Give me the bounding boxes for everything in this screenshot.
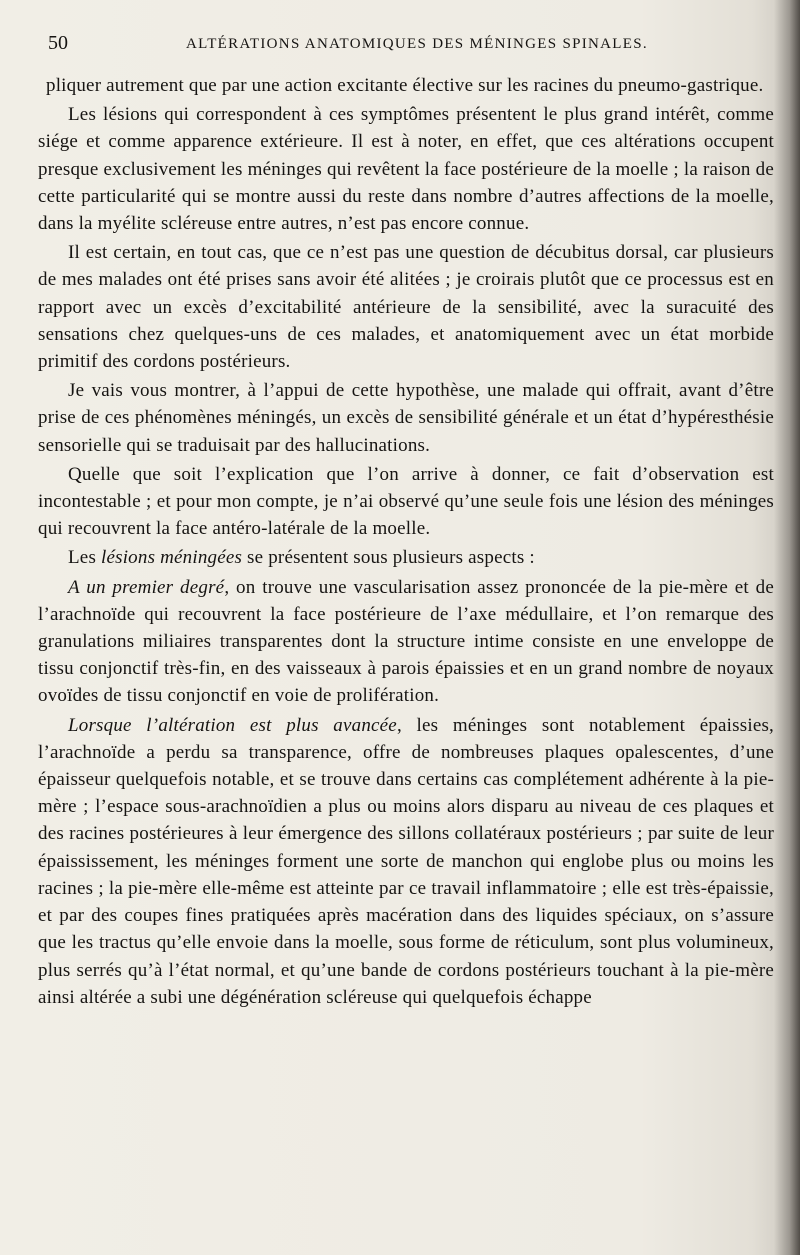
paragraph-text: Je vais vous montrer, à l’appui de cette hypothèse, une malade qui offrait, avant d’être prise de ces phénomènes méningés, un excès de sensibilité générale et un état d’hypéresthésie sensorielle qui se traduisait par des hallucinations. [38,380,774,456]
paragraph-alteration-avancee [38,712,774,1011]
paragraph-aspects [38,544,774,571]
paragraph-text: , on trouve une vascularisation assez prononcée de la pie-mère et de l’arachnoïde qui recouvrent la face postérieure de l’axe médullaire, et l’on remarque des granulations miliaires transparentes dont la structure intime consiste en une enveloppe de tissu conjonctif très-fin, en des vaisseaux à parois épaissies et en un grand nombre de noyaux ovoïdes de tissu conjonctif en voie de prolifération. [38,576,774,707]
paragraph-text: Il est certain, en tout cas, que ce n’est pas une question de décubitus dorsal, car plusieurs de mes malades ont été prises sans avoir été alitées ; je croirais plutôt que ce processus est en rapport avec un excès d’excitabilité antérieure de la sensibilité, avec la suracuité des sensations chez quelques-uns de ces malades, et anatomiquement avec un état morbide primitif des cordons postérieurs. [38,242,774,373]
body-text [38,72,774,1013]
paragraph-premier-degre [38,574,774,710]
paragraph-text: se présentent sous plusieurs aspects : [242,547,535,569]
running-title: ALTÉRATIONS ANATOMIQUES DES MÉNINGES SPINALES. [186,36,648,52]
book-spine-shadow [774,0,800,1255]
paragraph-continuation [38,72,774,99]
paragraph-text: Quelle que soit l’explication que l’on arrive à donner, ce fait d’observation est incontestable ; et pour mon compte, je n’ai observé qu’une seule fois une lésion des méninges qui recouvrent la face antéro-latérale de la moelle. [38,463,774,540]
paragraph-lesions-symptomes [38,101,774,237]
paragraph-decubitus [38,239,774,375]
paragraph-italic-lead: Lorsque l’altération est plus avancée [68,714,397,736]
paragraph-observation [38,461,774,543]
paragraph-hypothese [38,377,774,459]
paragraph-text: , les méninges sont notablement épaissies, l’arachnoïde a perdu sa transparence, offre de nombreuses plaques opalescentes, d’une épaisseur quelquefois notable, et se trouve dans certains cas complétement adhérente à la pie-mère ; l’espace sous-arachnoïdien a plus ou moins alors disparu au niveau de ces plaques et des racines postérieures à leur émergence des sillons collatéraux postérieurs ; par suite de leur épaississement, les méninges forment une sorte de manchon qui englobe plus ou moins les racines ; la pie-mère elle-même est atteinte par ce travail inflammatoire ; elle est très-épaissie, et par des coupes fines pratiquées après macération dans des liquides spéciaux, on s’assure que les tractus qu’elle envoie dans la moelle, sous forme de réticulum, sont plus volumineux, plus serrés qu’à l’état normal, et qu’une bande de cordons postérieurs touchant à la pie-mère ainsi altérée a subi une dégénération scléreuse qui quelquefois échappe [38,714,774,1008]
paragraph-italic-lead: A un premier degré [68,576,225,598]
paragraph-italic-lead: lésions méningées [100,547,243,569]
paragraph-lead: Les [68,547,101,569]
paragraph-text: Les lésions qui correspondent à ces symptômes présentent le plus grand intérêt, comme siége et comme apparence extérieure. Il est à noter, en effet, que ces altérations occupent presque exclusivement les méninges qui revêtent la face postérieure de la moelle ; la raison de cette particularité qui se montre aussi du reste dans nombre d’autres affections de la moelle, dans la myélite scléreuse entre autres, n’est pas encore connue. [38,104,774,235]
page-header [48,32,748,60]
paragraph-text: pliquer autrement que par une action excitante élective sur les racines du pneumo-gastrique. [46,75,764,96]
page-number: 50 [48,32,68,54]
